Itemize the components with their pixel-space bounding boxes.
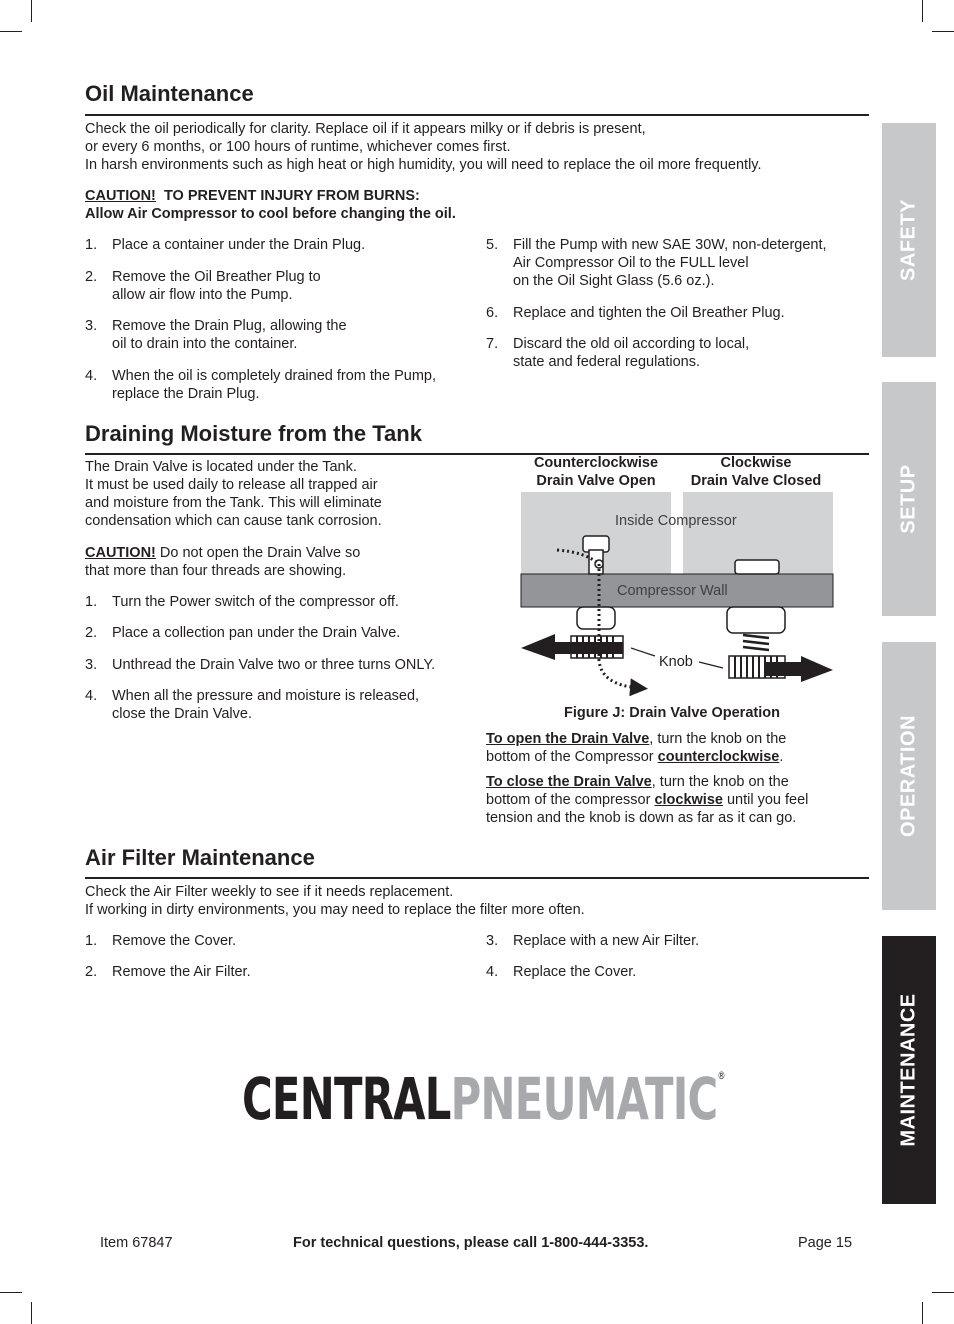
oil-intro-line: or every 6 months, or 100 hours of runtime, whichever comes first. bbox=[85, 139, 511, 155]
figure-left-title: Counterclockwise bbox=[533, 455, 659, 471]
step-text: Fill the Pump with new SAE 30W, non-detergent, bbox=[513, 237, 827, 253]
caution-label: CAUTION! bbox=[85, 545, 156, 561]
crop-mark bbox=[31, 1302, 32, 1324]
step-number: 3. bbox=[85, 657, 98, 673]
crop-mark bbox=[932, 1292, 954, 1293]
step-text: Remove the Air Filter. bbox=[112, 964, 251, 980]
drain-intro-line: It must be used daily to release all trapped air bbox=[85, 477, 378, 493]
tab-setup[interactable] bbox=[882, 382, 936, 616]
drain-caution-line bbox=[85, 544, 360, 562]
crop-mark bbox=[0, 1292, 22, 1293]
crop-mark bbox=[0, 31, 22, 32]
central-pneumatic-logo bbox=[242, 1066, 725, 1132]
tab-safety[interactable] bbox=[882, 123, 936, 357]
step-text: replace the Drain Plug. bbox=[112, 386, 260, 402]
step-number: 1. bbox=[85, 933, 98, 949]
tab-label: MAINTENANCE bbox=[897, 993, 920, 1147]
footer-item-number: Item 67847 bbox=[100, 1235, 173, 1251]
close-link-text: To close the Drain Valve bbox=[486, 774, 652, 790]
drain-intro-line: The Drain Valve is located under the Tank. bbox=[85, 459, 357, 475]
open-instructions bbox=[486, 748, 783, 766]
figure-caption: Figure J: Drain Valve Operation bbox=[564, 705, 780, 721]
filter-heading: Air Filter Maintenance bbox=[85, 845, 315, 870]
step-text: When the oil is completely drained from the Pump, bbox=[112, 368, 436, 384]
valve-nut bbox=[577, 607, 615, 629]
step-text: When all the pressure and moisture is released, bbox=[112, 688, 420, 704]
open-text: , turn the knob on the bbox=[649, 731, 787, 747]
knob-label: Knob bbox=[659, 654, 693, 670]
step-text: Replace and tighten the Oil Breather Plug. bbox=[513, 305, 785, 321]
open-text: bottom of the Compressor bbox=[486, 749, 658, 765]
drain-intro-line: condensation which can cause tank corrosion. bbox=[85, 513, 382, 529]
step-number: 1. bbox=[85, 237, 98, 253]
step-number: 3. bbox=[486, 933, 499, 949]
caution-label: CAUTION! bbox=[85, 188, 156, 204]
step-text: oil to drain into the container. bbox=[112, 336, 298, 352]
step-number: 4. bbox=[85, 368, 98, 384]
logo-part-central: CENTRAL bbox=[242, 1065, 451, 1133]
step-number: 2. bbox=[85, 964, 98, 980]
close-instructions bbox=[486, 773, 789, 791]
drain-heading: Draining Moisture from the Tank bbox=[85, 421, 422, 446]
close-text: , turn the knob on the bbox=[651, 774, 789, 790]
step-text: Unthread the Drain Valve two or three turns ONLY. bbox=[112, 657, 436, 673]
step-number: 4. bbox=[486, 964, 499, 980]
step-text: Place a container under the Drain Plug. bbox=[112, 237, 366, 253]
oil-caution-body: Allow Air Compressor to cool before changing the oil. bbox=[85, 206, 456, 222]
close-instructions: tension and the knob is down as far as it can go. bbox=[486, 810, 797, 826]
step-text: state and federal regulations. bbox=[513, 354, 701, 370]
drain-intro-line: and moisture from the Tank. This will eliminate bbox=[85, 495, 382, 511]
step-text: on the Oil Sight Glass (5.6 oz.). bbox=[513, 273, 715, 289]
crop-mark bbox=[932, 31, 954, 32]
oil-caution-line bbox=[85, 187, 420, 205]
step-text: Replace the Cover. bbox=[513, 964, 637, 980]
valve-plunger bbox=[735, 560, 779, 574]
footer-phone: For technical questions, please call 1-800-444-3353. bbox=[293, 1235, 649, 1251]
caution-title: TO PREVENT INJURY FROM BURNS: bbox=[155, 188, 420, 204]
step-number: 3. bbox=[85, 318, 98, 334]
step-text: Replace with a new Air Filter. bbox=[513, 933, 700, 949]
open-direction: counterclockwise bbox=[657, 749, 780, 765]
crop-mark bbox=[922, 0, 923, 22]
close-instructions bbox=[486, 791, 808, 809]
step-number: 5. bbox=[486, 237, 499, 253]
filter-intro-line: If working in dirty environments, you may need to replace the filter more often. bbox=[85, 902, 585, 918]
step-number: 2. bbox=[85, 269, 98, 285]
open-link-text: To open the Drain Valve bbox=[486, 731, 650, 747]
step-number: 2. bbox=[85, 625, 98, 641]
open-end: . bbox=[779, 749, 784, 765]
step-number: 1. bbox=[85, 594, 98, 610]
close-direction: clockwise bbox=[654, 792, 723, 808]
step-text: Remove the Oil Breather Plug to bbox=[112, 269, 321, 285]
crop-mark bbox=[31, 0, 32, 22]
figure-right-title: Drain Valve Closed bbox=[690, 473, 822, 489]
caution-text: Do not open the Drain Valve so bbox=[155, 545, 361, 561]
inside-compressor-label: Inside Compressor bbox=[615, 513, 737, 529]
step-text: Discard the old oil according to local, bbox=[513, 336, 750, 352]
step-text: close the Drain Valve. bbox=[112, 706, 252, 722]
section-rule bbox=[85, 877, 869, 879]
step-number: 7. bbox=[486, 336, 499, 352]
section-rule bbox=[85, 114, 869, 116]
step-text: Air Compressor Oil to the FULL level bbox=[513, 255, 749, 271]
crop-mark bbox=[922, 1302, 923, 1324]
valve-nut bbox=[727, 607, 785, 633]
close-text: bottom of the compressor bbox=[486, 792, 655, 808]
registered-mark: ® bbox=[717, 1069, 725, 1082]
tab-label: OPERATION bbox=[897, 715, 920, 837]
step-text: Place a collection pan under the Drain Valve. bbox=[112, 625, 401, 641]
figure-right-title: Clockwise bbox=[720, 455, 792, 471]
tab-label: SETUP bbox=[897, 464, 920, 534]
oil-intro-line: Check the oil periodically for clarity. Replace oil if it appears milky or if debris is present, bbox=[85, 121, 646, 137]
step-number: 6. bbox=[486, 305, 499, 321]
filter-intro-line: Check the Air Filter weekly to see if it needs replacement. bbox=[85, 884, 454, 900]
step-text: Remove the Cover. bbox=[112, 933, 237, 949]
tab-maintenance[interactable] bbox=[882, 936, 936, 1204]
step-text: Remove the Drain Plug, allowing the bbox=[112, 318, 347, 334]
footer-page-number: Page 15 bbox=[798, 1235, 853, 1251]
step-text: allow air flow into the Pump. bbox=[112, 287, 293, 303]
oil-intro-line: In harsh environments such as high heat or high humidity, you will need to replace the oil more frequently. bbox=[85, 157, 762, 173]
tab-operation[interactable] bbox=[882, 642, 936, 910]
drain-caution-line: that more than four threads are showing. bbox=[85, 563, 347, 579]
logo-part-pneumatic: PNEUMATIC bbox=[450, 1065, 718, 1133]
knob-leader-line bbox=[699, 662, 723, 668]
tab-label: SAFETY bbox=[897, 199, 920, 281]
close-text: until you feel bbox=[722, 792, 809, 808]
open-instructions bbox=[486, 730, 786, 748]
step-text: Turn the Power switch of the compressor off. bbox=[112, 594, 399, 610]
compressor-wall-label: Compressor Wall bbox=[617, 583, 728, 599]
oil-heading: Oil Maintenance bbox=[85, 81, 254, 106]
knob-leader-line bbox=[631, 648, 655, 656]
figure-left-title: Drain Valve Open bbox=[536, 473, 656, 489]
step-number: 4. bbox=[85, 688, 98, 704]
